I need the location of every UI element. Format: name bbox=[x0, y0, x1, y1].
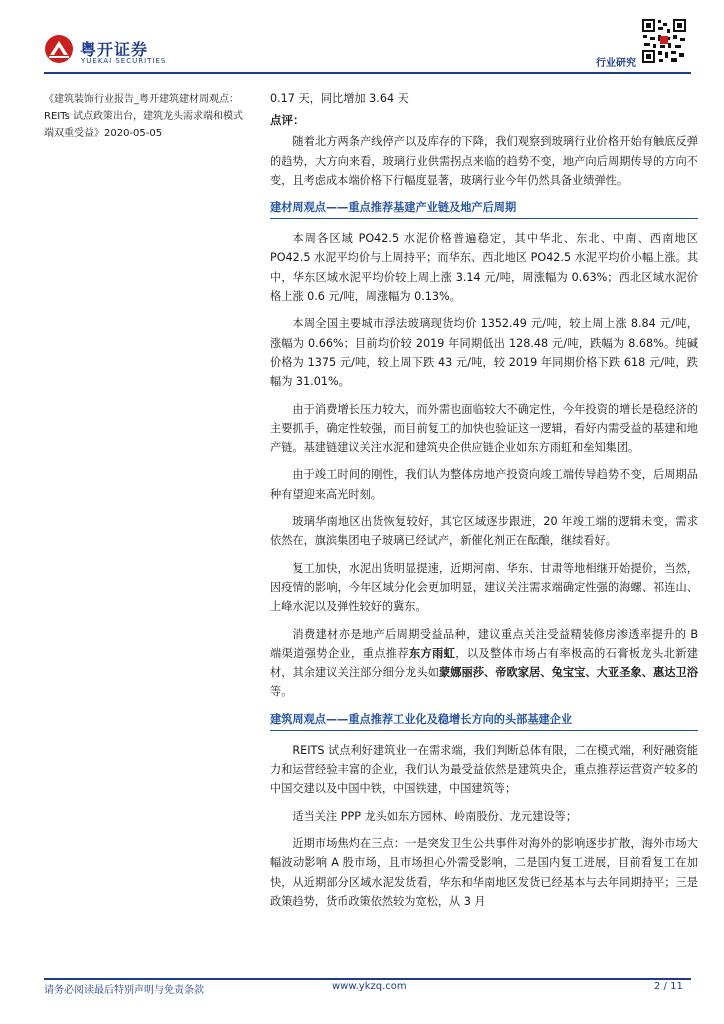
report-type-label: 行业研究 bbox=[596, 58, 636, 69]
highlight-niche-leaders: 蒙娜丽莎、帝欧家居、兔宝宝、大亚圣象、惠达卫浴 bbox=[438, 666, 698, 680]
qr-code-icon bbox=[641, 18, 687, 64]
highlight-recommended-stock: 东方雨虹 bbox=[408, 646, 456, 660]
footer-disclaimer: 请务必阅读最后特别声明与免责条款 bbox=[44, 985, 204, 996]
header-divider bbox=[44, 72, 691, 74]
section-title-building-materials: 建材周观点——重点推荐基建产业链及地产后周期 bbox=[270, 199, 698, 219]
page-number: 2 / 11 bbox=[654, 981, 683, 992]
paragraph-consumer-building-materials bbox=[270, 625, 698, 702]
paragraph-glass-prices: 本周全国主要城市浮法玻璃现货均价 1352.49 元/吨，较上周上涨 8.84 元/吨，涨幅为 0.66%；目前均价较 2019 年同期低出 128.48 元/吨，跌幅为 8.68%。纯碱价格为 1375 元/吨，较上周下跌 43 元/吨，较 2019 年同期价格下跌 618 元/吨，跌幅为 31.01%。 bbox=[270, 317, 698, 389]
paragraph-completion-trend: 由于竣工时间的刚性，我们认为整体房地产投资向竣工端传导趋势不变，后周期品种有望迎来高光时刻。 bbox=[270, 468, 698, 501]
paragraph-market-focus: 近期市场焦灼在三点：一是突发卫生公共事件对海外的影响逐步扩散，海外市场大幅波动影响 A 股市场，且市场担心外需受影响，二是国内复工进展，目前看复工在加快，从近期部分区域水泥发货看，华东和华南地区发货已经基本与去年同期持平；三是政策趋势，货币政策依然较为宽松，从 3 月 bbox=[270, 836, 698, 908]
logo-english-text: YUEKAI SECURITIES bbox=[81, 57, 167, 65]
continued-line: 0.17 天，同比增加 3.64 天 bbox=[270, 92, 409, 105]
paragraph-glass-south-china: 玻璃华南地区出货恢复较好，其它区域逐步跟进，20 年竣工端的逻辑未变，需求依然在，旗滨集团电子玻璃已经试产，新催化剂正在酝酿，继续看好。 bbox=[270, 515, 698, 548]
logo-emblem-icon bbox=[44, 34, 74, 64]
section-title-construction: 建筑周观点——重点推荐工业化及稳增长方向的头部基建企业 bbox=[270, 711, 698, 731]
page-header bbox=[0, 0, 724, 80]
logo-text: 粤开证券 bbox=[80, 40, 149, 59]
related-report-reference: 《建筑装饰行业报告_粤开建筑建材周观点：REITs 试点政策出台，建筑龙头需求端和模式端双重受益》2020-05-05 bbox=[44, 94, 244, 139]
footer-divider bbox=[44, 978, 691, 980]
paragraph-investment-outlook: 由于消费增长压力较大，而外需也面临较大不确定性，今年投资的增长是稳经济的主要抓手，确定性较强，而目前复工的加快也验证这一逻辑，看好内需受益的基建和地产链。基建链建议关注水泥和建筑央企供应链企业如东方雨虹和垒知集团。 bbox=[270, 402, 698, 455]
comment-paragraph: 随着北方两条产线停产以及库存的下降，我们观察到玻璃行业价格开始有触底反弹的趋势，大方向来看，玻璃行业供需拐点来临的趋势不变，地产向后周期传导的方向不变，且考虑成本端价格下行幅度显著，玻璃行业今年仍然具备业绩弹性。 bbox=[270, 135, 698, 187]
text-run: 等。 bbox=[270, 685, 293, 699]
company-logo bbox=[44, 34, 194, 70]
text-run: ，以及整体市场占有率极高的石膏板龙头北新建材，其余建议关注部分细分龙头如 bbox=[270, 646, 698, 680]
main-content bbox=[270, 89, 698, 911]
paragraph-cement-shipments: 复工加快，水泥出货明显提速，近期河南、华东、甘肃等地相继开始提价，当然，因疫情的影响，今年区域分化会更加明显，建议关注需求端确定性强的海螺、祁连山、上峰水泥以及弹性较好的冀东。 bbox=[270, 561, 698, 614]
paragraph-ppp: 适当关注 PPP 龙头如东方园林、岭南股份、龙元建设等； bbox=[292, 809, 578, 823]
paragraph-reits: REITS 试点利好建筑业一在需求端，我们判断总体有限，二在模式端，利好融资能力和运营经验丰富的企业，我们认为最受益依然是建筑央企，重点推荐运营资产较多的中国交建以及中国中铁，中国铁建，中国建筑等； bbox=[270, 743, 698, 796]
footer-url: www.ykzq.com bbox=[332, 981, 407, 992]
text-run: 消费建材亦是地产后周期受益品种，建议重点关注受益精装修房渗透率提升的 B 端渠道强势企业，重点推荐 bbox=[270, 627, 698, 660]
paragraph-cement-prices: 本周各区域 PO42.5 水泥价格普遍稳定，其中华北、东北、中南、西南地区 PO42.5 水泥平均价与上周持平；而华东、西北地区 PO42.5 水泥平均价小幅上涨。其中，华东区域水泥平均价较上周上涨 3.14 元/吨，周涨幅为 0.63%；西北区域水泥价格上涨 0.6 元/吨，周涨幅为 0.13%。 bbox=[270, 232, 698, 304]
comment-label: 点评： bbox=[270, 113, 305, 128]
